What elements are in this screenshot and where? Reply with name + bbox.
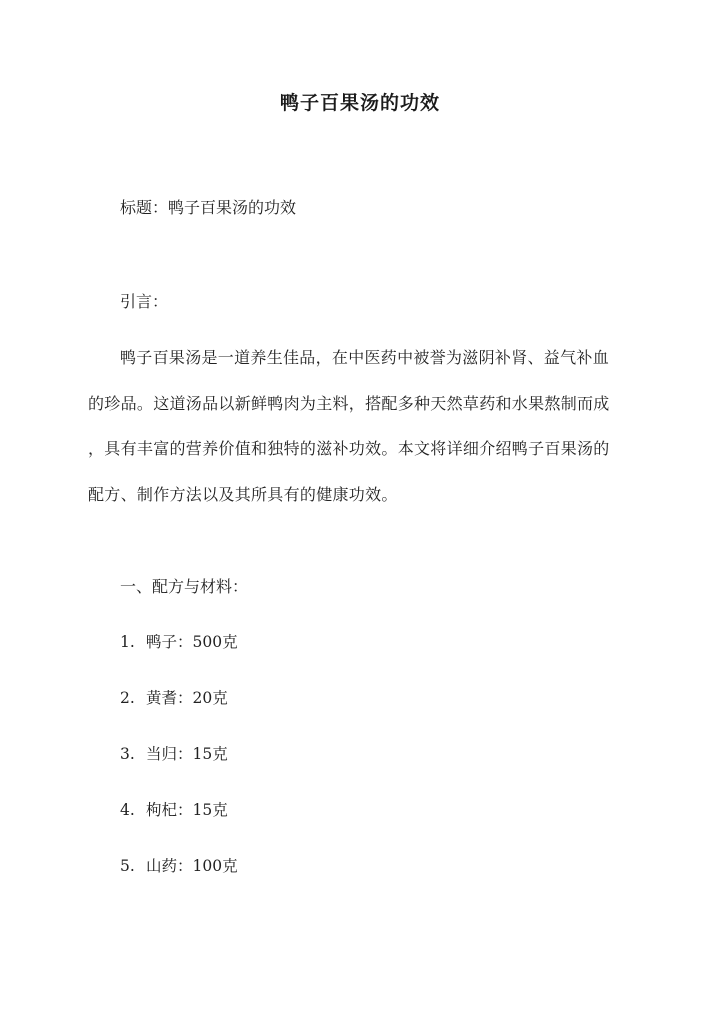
intro-line: 配方、制作方法以及其所具有的健康功效。 [88, 485, 398, 504]
list-number: 2. [120, 689, 135, 707]
list-item [120, 687, 228, 709]
subtitle-line: 标题：鸭子百果汤的功效 [120, 198, 297, 217]
list-item [120, 631, 238, 653]
intro-line: ，具有丰富的营养价值和独特的滋补功效。本文将详细介绍鸭子百果汤的 [88, 439, 610, 458]
section-heading: 一、配方与材料： [120, 577, 249, 596]
list-text: 当归：15克 [146, 745, 228, 763]
intro-line: 鸭子百果汤是一道养生佳品，在中医药中被誉为滋阴补肾、益气补血 [120, 348, 610, 367]
intro-heading: 引言： [120, 292, 169, 311]
list-item [120, 743, 228, 765]
list-text: 鸭子：500克 [146, 633, 238, 651]
list-number: 5. [120, 857, 135, 875]
list-item [120, 799, 228, 821]
list-text: 黄耆：20克 [146, 689, 228, 707]
list-number: 1. [120, 633, 135, 651]
list-item [120, 855, 238, 877]
list-text: 山药：100克 [146, 857, 238, 875]
list-text: 枸杞：15克 [146, 801, 228, 819]
list-number: 4. [120, 801, 135, 819]
document-title: 鸭子百果汤的功效 [279, 92, 440, 114]
intro-line: 的珍品。这道汤品以新鲜鸭肉为主料，搭配多种天然草药和水果熬制而成 [88, 394, 610, 413]
list-number: 3. [120, 745, 135, 763]
